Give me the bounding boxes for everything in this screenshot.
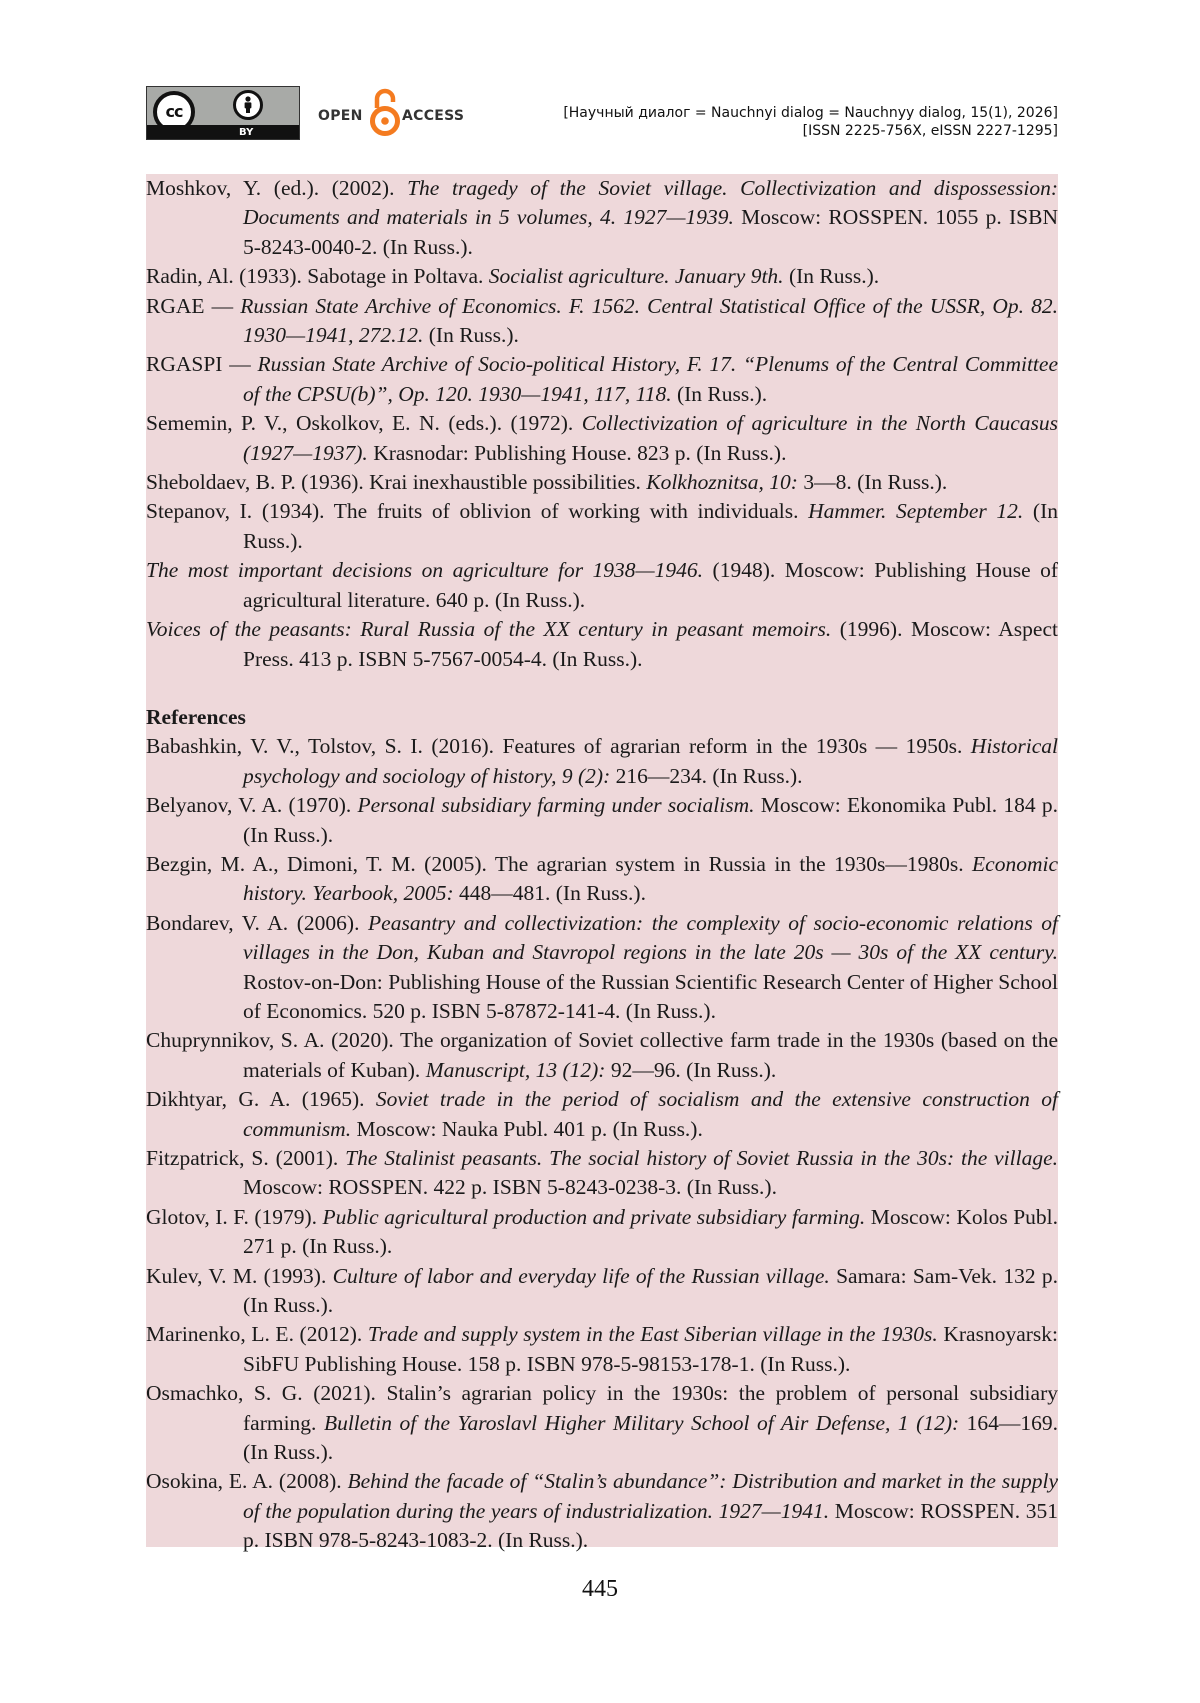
reference-title-italic: Culture of labor and everyday life of the Russian village. [332, 1263, 830, 1288]
reference-text: Glotov, I. F. (1979). [146, 1204, 323, 1229]
reference-text: Babashkin, V. V., Tolstov, S. I. (2016). Features of agrarian reform in the 1930s — 1950s. [146, 734, 971, 759]
reference-title-italic: Collectivization of agriculture in the North Caucasus (1927—1937). [243, 411, 1058, 465]
reference-text: Moscow: Ekonomika Publ. 184 p. (In Russ.). [243, 793, 1058, 847]
reference-entry [146, 1379, 1058, 1467]
reference-text: Moscow: Kolos Publ. 271 p. (In Russ.). [243, 1204, 1058, 1259]
source-entry [146, 497, 1058, 556]
reference-text: (1948). Moscow: Publishing House of agricultural literature. 640 p. (In Russ.). [243, 558, 1059, 612]
reference-entry [146, 1144, 1058, 1203]
reference-title-italic: Behind the facade of “Stalin’s abundance”: Distribution and market in the supply of the population during the years of industrialization. 1927—1941. [243, 1469, 1058, 1523]
reference-text: Moscow: ROSSPEN. 1055 p. ISBN 5-8243-0040-2. (In Russ.). [243, 205, 1058, 259]
cc-by-license-badge[interactable] [146, 86, 300, 140]
reference-text: RGAE — [146, 293, 241, 318]
reference-text: Sheboldaev, B. P. (1936). Krai inexhaustible possibilities. [146, 470, 647, 495]
reference-text: 164—169. (In Russ.). [243, 1410, 1059, 1465]
reference-entry [146, 732, 1058, 791]
reference-title-italic: Russian State Archive of Economics. F. 1562. Central Statistical Office of the USSR, Op. 82. 1930—1941, 272.12. [240, 293, 1058, 348]
reference-text: Marinenko, L. E. (2012). [146, 1322, 368, 1347]
reference-title-italic: Hammer. September 12. [808, 499, 1024, 524]
creative-commons-icon: cc [153, 91, 195, 133]
reference-text: (In Russ.). [423, 323, 519, 348]
reference-text: Rostov-on-Don: Publishing House of the Russian Scientific Research Center of Higher School of Economics. 520 p. ISBN 5-87872-141-4. (In Russ.). [243, 969, 1058, 1023]
reference-entry [146, 1203, 1058, 1262]
reference-text: Chuprynnikov, S. A. (2020). The organization of Soviet collective farm trade in the 1930s (based on the materials of Kuban). [146, 1028, 1058, 1082]
reference-text: 3—8. (In Russ.). [797, 470, 948, 495]
reference-title-italic: Voices of the peasants: Rural Russia of the XX century in peasant memoirs. [146, 617, 832, 642]
license-badge-bar [147, 125, 299, 139]
reference-text: Bondarev, V. A. (2006). [146, 910, 369, 935]
source-entry [146, 409, 1058, 468]
reference-title-italic: The most important decisions on agriculture for 1938—1946. [146, 558, 704, 583]
reference-entry [146, 1262, 1058, 1321]
reference-text: Moshkov, Y. (ed.). (2002). [146, 176, 408, 200]
reference-text: Belyanov, V. A. (1970). [146, 793, 358, 818]
references-heading: References [146, 704, 246, 729]
open-access-lock-icon [368, 86, 402, 140]
section-gap [146, 674, 1058, 703]
reference-entry [146, 1320, 1058, 1379]
reference-text: Bezgin, M. A., Dimoni, T. M. (2005). The agrarian system in Russia in the 1930s—1980s. [146, 851, 973, 876]
reference-text: 448—481. (In Russ.). [453, 881, 646, 906]
reference-text: Moscow: ROSSPEN. 351 p. ISBN 978-5-8243-1083-2. (In Russ.). [243, 1498, 1058, 1553]
reference-title-italic: Bulletin of the Yaroslavl Higher Military School of Air Defense, 1 (12): [323, 1410, 960, 1435]
highlighted-reference-block [146, 174, 1059, 1553]
reference-text: Samara: Sam-Vek. 132 p. (In Russ.). [243, 1263, 1058, 1318]
by-label: BY [239, 127, 254, 138]
reference-text: (In Russ.). [671, 381, 768, 406]
reference-entry [146, 1026, 1058, 1085]
reference-text: Krasnoyarsk: SibFU Publishing House. 158 p. ISBN 978-5-98153-178-1. (In Russ.). [243, 1322, 1058, 1376]
reference-title-italic: The tragedy of the Soviet village. Collectivization and dispossession: Documents and materials in 5 volumes, 4. 1927—1939. [243, 176, 1058, 230]
reference-text: (In Russ.). [783, 264, 880, 289]
reference-title-italic: Public agricultural production and private subsidiary farming. [322, 1204, 866, 1229]
reference-title-italic: Economic history. Yearbook, 2005: [243, 851, 1058, 906]
source-entry [146, 174, 1058, 262]
reference-text: Stepanov, I. (1934). The fruits of oblivion of working with individuals. [146, 499, 809, 524]
reference-text: Osokina, E. A. (2008). [146, 1469, 348, 1494]
source-entry [146, 468, 1058, 497]
reference-entry [146, 1085, 1058, 1144]
source-entry [146, 350, 1058, 409]
reference-title-italic: Historical psychology and sociology of history, 9 (2): [243, 734, 1058, 788]
page-number: 445 [582, 1576, 618, 1602]
reference-title-italic: Socialist agriculture. January 9th. [488, 264, 784, 289]
reference-entry [146, 791, 1058, 850]
reference-entry [146, 850, 1058, 909]
reference-text: RGASPI — [146, 352, 258, 377]
page-header [146, 86, 1058, 142]
reference-title-italic: Trade and supply system in the East Siberian village in the 1930s. [367, 1322, 938, 1347]
open-access-open-label: OPEN [318, 108, 363, 124]
reference-title-italic: The Stalinist peasants. The social history of Soviet Russia in the 30s: the village. [345, 1146, 1058, 1170]
attribution-person-icon [233, 90, 263, 120]
reference-text: (In Russ.). [243, 499, 1058, 553]
reference-text: Fitzpatrick, S. (2001). [146, 1146, 346, 1170]
source-entry [146, 292, 1058, 351]
reference-title-italic: Russian State Archive of Socio-political History, F. 17. “Plenums of the Central Committee of the CPSU(b)”, Op. 120. 1930—1941, 117, 118. [243, 352, 1058, 406]
reference-text: Osmachko, S. G. (2021). Stalin’s agrarian policy in the 1930s: the problem of personal subsidiary farming. [146, 1381, 1058, 1435]
reference-title-italic: Manuscript, 13 (12): [425, 1057, 606, 1082]
reference-title-italic: Personal subsidiary farming under socialism. [357, 793, 755, 818]
reference-title-italic: Peasantry and collectivization: the complexity of socio-economic relations of villages in the Don, Kuban and Stavropol regions in the late 20s — 30s of the XX century. [243, 910, 1058, 965]
reference-text: 92—96. (In Russ.). [605, 1057, 777, 1082]
source-entry [146, 262, 1058, 291]
reference-text: (1996). Moscow: Aspect Press. 413 p. ISBN 5-7567-0054-4. (In Russ.). [243, 617, 1058, 671]
reference-entry [146, 1467, 1058, 1555]
reference-entry [146, 909, 1058, 1027]
reference-text: Kulev, V. M. (1993). [146, 1263, 333, 1288]
source-entry [146, 556, 1058, 615]
reference-text: Krasnodar: Publishing House. 823 p. (In Russ.). [367, 440, 787, 465]
reference-text: Radin, Al. (1933). Sabotage in Poltava. [146, 264, 489, 289]
reference-text: Dikhtyar, G. A. (1965). [146, 1087, 376, 1112]
reference-text: 216—234. (In Russ.). [610, 763, 803, 788]
reference-text: Sememin, P. V., Oskolkov, E. N. (eds.). (1972). [146, 411, 582, 436]
sources-list-continued [146, 174, 1058, 674]
issn-line: [ISSN 2225-756X, eISSN 2227-1295] [802, 123, 1058, 139]
open-access-access-label: ACCESS [402, 108, 465, 124]
journal-issue-info [563, 104, 1058, 140]
journal-citation-line: [Научный диалог = Nauchnyi dialog = Nauchnyy dialog, 15(1), 2026] [563, 105, 1058, 121]
references-list [146, 732, 1058, 1555]
reference-title-italic: Soviet trade in the period of socialism and the extensive construction of communism. [243, 1087, 1058, 1141]
reference-text: Moscow: Nauka Publ. 401 p. (In Russ.). [351, 1116, 703, 1141]
reference-title-italic: Kolkhoznitsa, 10: [646, 470, 798, 495]
source-entry [146, 615, 1058, 674]
reference-text: Moscow: ROSSPEN. 422 p. ISBN 5-8243-0238-3. (In Russ.). [243, 1175, 777, 1200]
